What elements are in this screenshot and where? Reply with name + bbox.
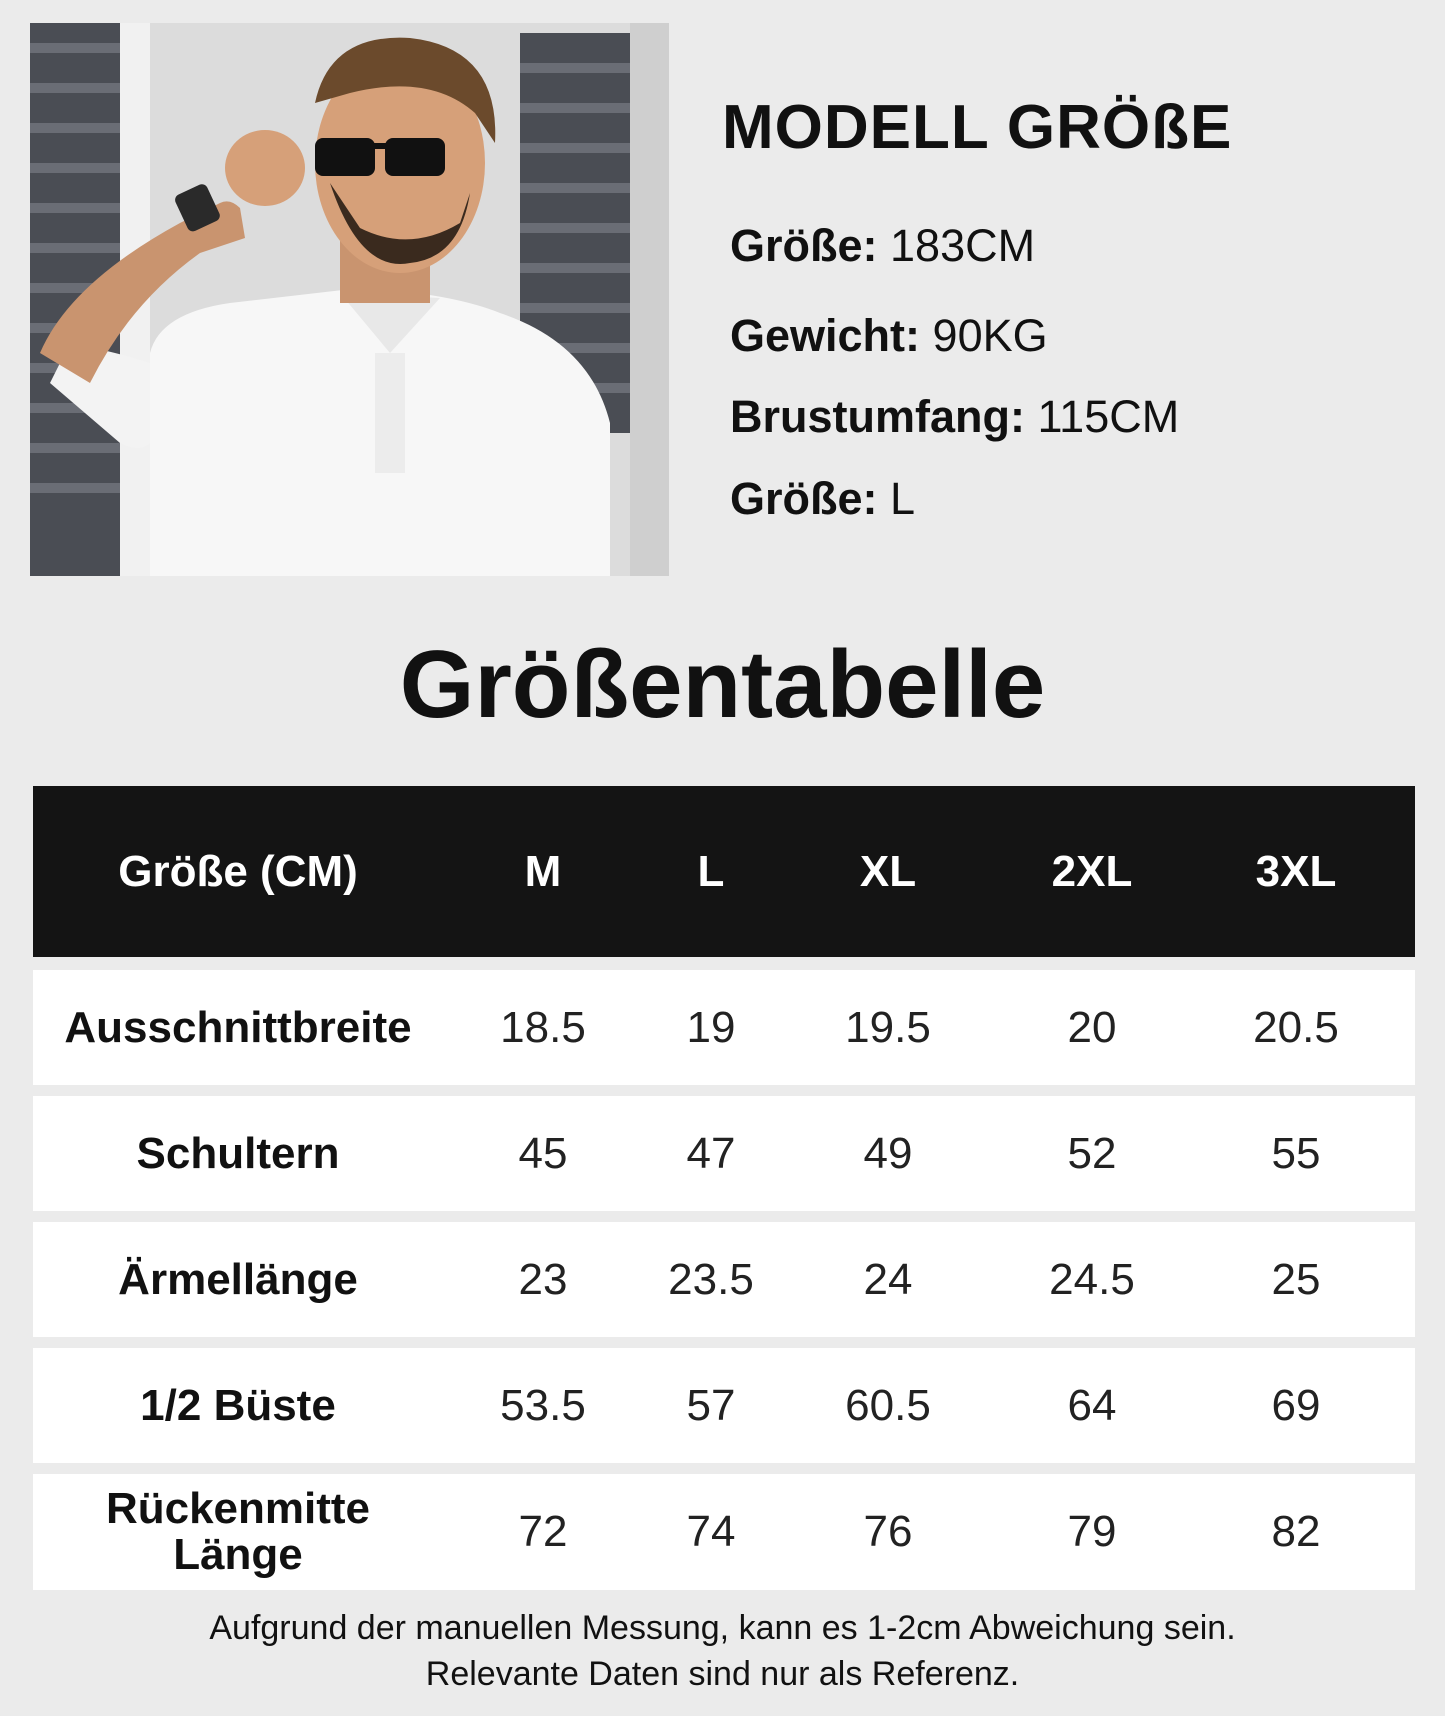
measurement-note bbox=[0, 1605, 1445, 1697]
model-row-height bbox=[730, 220, 1036, 271]
table-row bbox=[33, 970, 1415, 1085]
note-line: Relevante Daten sind nur als Referenz. bbox=[425, 1655, 1020, 1693]
table-cell: 72 bbox=[518, 1507, 568, 1556]
header-cell: M bbox=[524, 846, 562, 896]
table-cell: 53.5 bbox=[500, 1380, 586, 1430]
table-cell: 74 bbox=[686, 1507, 736, 1556]
row-label-line: Länge bbox=[173, 1530, 303, 1579]
table-cell: 60.5 bbox=[845, 1380, 931, 1430]
table-cell: 45 bbox=[518, 1128, 568, 1178]
header-cell: L bbox=[697, 846, 725, 896]
table-cell: 25 bbox=[1271, 1254, 1321, 1304]
model-row-size bbox=[730, 473, 916, 524]
row-label: Ärmellänge bbox=[118, 1254, 358, 1304]
model-row-value: L bbox=[890, 473, 916, 524]
table-cell: 20 bbox=[1067, 1002, 1117, 1052]
table-row bbox=[33, 1474, 1415, 1590]
table-cell: 57 bbox=[686, 1380, 736, 1430]
model-row-value: 90KG bbox=[932, 310, 1048, 361]
model-row-value: 115CM bbox=[1037, 391, 1180, 442]
table-cell: 76 bbox=[863, 1507, 913, 1556]
table-cell: 20.5 bbox=[1253, 1002, 1339, 1052]
model-row-key: Brustumfang: bbox=[730, 391, 1025, 442]
table-header bbox=[33, 786, 1415, 957]
header-cell: Größe (CM) bbox=[118, 846, 358, 896]
table-cell: 82 bbox=[1271, 1507, 1321, 1556]
header-cell: 2XL bbox=[1051, 846, 1133, 896]
header-cell: 3XL bbox=[1255, 846, 1337, 896]
table-cell: 19 bbox=[686, 1002, 736, 1052]
table-row bbox=[33, 1348, 1415, 1463]
table-cell: 52 bbox=[1067, 1128, 1117, 1178]
header-cell: XL bbox=[859, 846, 917, 896]
table-row bbox=[33, 1222, 1415, 1337]
model-row-key: Größe: bbox=[730, 220, 878, 271]
row-label-line: Rückenmitte bbox=[105, 1484, 371, 1533]
model-row-key: Gewicht: bbox=[730, 310, 921, 361]
table-cell: 19.5 bbox=[845, 1002, 931, 1052]
model-row-chest bbox=[730, 391, 1180, 442]
table-cell: 18.5 bbox=[500, 1002, 586, 1052]
model-row-key: Größe: bbox=[730, 473, 878, 524]
note-line: Aufgrund der manuellen Messung, kann es 1-2cm Abweichung sein. bbox=[209, 1609, 1236, 1647]
table-cell: 24.5 bbox=[1049, 1254, 1135, 1304]
row-label: Schultern bbox=[136, 1128, 340, 1178]
table-cell: 79 bbox=[1067, 1507, 1117, 1556]
row-label bbox=[33, 1486, 443, 1578]
row-label: 1/2 Büste bbox=[140, 1380, 336, 1430]
model-info bbox=[722, 88, 1233, 524]
table-row bbox=[33, 1096, 1415, 1211]
table-cell: 24 bbox=[863, 1254, 913, 1304]
model-row-weight bbox=[730, 310, 1048, 361]
row-label: Ausschnittbreite bbox=[64, 1002, 412, 1052]
table-cell: 64 bbox=[1067, 1380, 1117, 1430]
table-cell: 49 bbox=[863, 1128, 913, 1178]
table-cell: 69 bbox=[1271, 1380, 1321, 1430]
table-cell: 23.5 bbox=[668, 1254, 754, 1304]
model-photo bbox=[30, 23, 669, 576]
table-cell: 23 bbox=[518, 1254, 568, 1304]
table-cell: 47 bbox=[686, 1128, 736, 1178]
table-cell: 55 bbox=[1271, 1128, 1321, 1178]
model-row-value: 183CM bbox=[890, 220, 1036, 271]
size-table bbox=[33, 786, 1415, 1590]
size-chart-title: Größentabelle bbox=[399, 631, 1046, 738]
model-title: MODELL GRÖßE bbox=[722, 93, 1233, 162]
